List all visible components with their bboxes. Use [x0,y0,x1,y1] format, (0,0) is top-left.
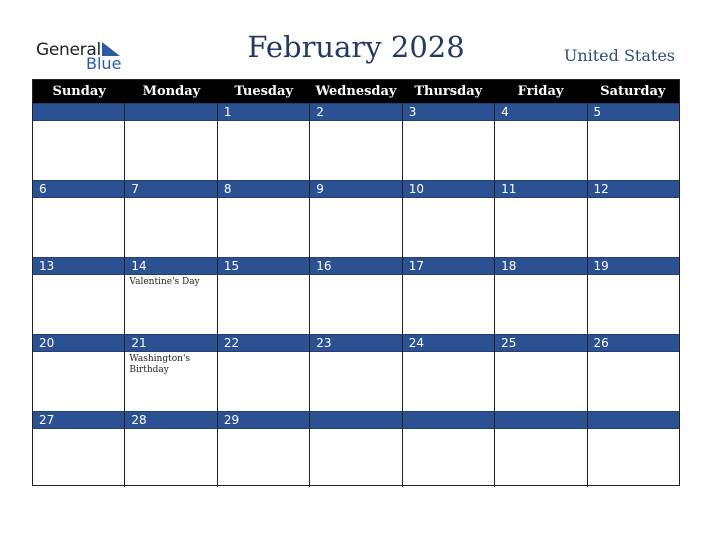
day-event: Valentine's Day [129,277,200,287]
day-event [310,429,401,487]
day-number: 3 [403,103,494,121]
day-number: 16 [310,257,401,275]
day-event [33,352,124,411]
day-number: 10 [403,180,494,198]
day-event [403,352,494,411]
weekday-header-monday: Monday [142,84,201,99]
day-cell[interactable] [495,180,587,257]
day-number: 25 [495,334,586,352]
day-number [310,411,401,429]
day-event [218,429,309,487]
day-cell[interactable] [588,103,679,180]
day-cell[interactable] [33,103,125,180]
day-event [495,275,586,334]
day-event [495,121,586,180]
week-row [33,411,679,487]
weekday-header-wednesday: Wednesday [315,84,397,99]
day-number: 21 [125,334,216,352]
day-cell[interactable] [495,257,587,334]
day-cell[interactable] [310,411,402,487]
day-number: 1 [218,103,309,121]
day-event [403,198,494,257]
day-number: 6 [33,180,124,198]
weekday-header-friday: Friday [517,84,564,99]
day-event [310,352,401,411]
day-cell[interactable] [310,257,402,334]
day-number: 17 [403,257,494,275]
weekday-header-thursday: Thursday [414,84,483,99]
day-number: 26 [588,334,679,352]
day-cell[interactable] [218,180,310,257]
page-title: February 2028 [247,30,465,64]
day-cell[interactable] [588,411,679,487]
day-cell[interactable] [310,334,402,411]
day-cell[interactable] [403,257,495,334]
day-number: 18 [495,257,586,275]
country-label: United States [563,46,675,65]
week-row [33,334,679,411]
day-cell[interactable] [495,334,587,411]
day-event [403,429,494,487]
day-event [310,121,401,180]
day-cell[interactable] [33,334,125,411]
day-number: 8 [218,180,309,198]
day-event [588,275,679,334]
day-event [495,352,586,411]
week-row [33,180,679,257]
day-event: Washington's Birthday [129,354,191,375]
day-number [125,103,216,121]
day-number [588,411,679,429]
day-cell[interactable] [33,411,125,487]
calendar-grid [32,79,680,486]
weekday-header-saturday: Saturday [600,84,666,99]
day-cell[interactable] [588,180,679,257]
day-event [125,429,216,487]
day-event [588,121,679,180]
day-cell[interactable] [125,180,217,257]
day-event [218,352,309,411]
day-cell[interactable] [125,103,217,180]
weekday-header-tuesday: Tuesday [234,84,293,99]
day-number: 23 [310,334,401,352]
day-cell[interactable] [310,103,402,180]
day-number: 4 [495,103,586,121]
day-event [310,198,401,257]
weekday-header-row [33,80,679,103]
day-cell[interactable] [218,411,310,487]
day-cell[interactable] [310,180,402,257]
week-row [33,257,679,334]
day-cell[interactable] [403,411,495,487]
day-cell[interactable] [588,334,679,411]
day-number: 14 [125,257,216,275]
day-number: 7 [125,180,216,198]
day-number: 13 [33,257,124,275]
day-number: 20 [33,334,124,352]
day-event [403,121,494,180]
week-row [33,103,679,180]
day-event [495,429,586,487]
day-number: 2 [310,103,401,121]
calendar-weeks [33,103,679,487]
day-number: 12 [588,180,679,198]
day-number [403,411,494,429]
day-cell[interactable] [218,257,310,334]
day-cell[interactable] [125,334,217,411]
day-number: 28 [125,411,216,429]
day-cell[interactable] [495,411,587,487]
day-cell[interactable] [588,257,679,334]
day-number: 9 [310,180,401,198]
day-event [218,275,309,334]
day-cell[interactable] [33,180,125,257]
day-event [33,121,124,180]
day-number: 19 [588,257,679,275]
day-cell[interactable] [403,103,495,180]
day-number: 15 [218,257,309,275]
day-event [33,198,124,257]
day-event [588,429,679,487]
day-cell[interactable] [125,411,217,487]
day-cell[interactable] [403,180,495,257]
day-event [125,121,216,180]
day-event [218,121,309,180]
day-number: 24 [403,334,494,352]
day-cell[interactable] [125,257,217,334]
day-event [588,198,679,257]
day-cell[interactable] [403,334,495,411]
day-event [588,352,679,411]
day-cell[interactable] [33,257,125,334]
logo-text-general: General [36,40,101,60]
day-event [495,198,586,257]
day-number: 27 [33,411,124,429]
day-number: 5 [588,103,679,121]
day-event [218,198,309,257]
logo-text-blue: Blue [86,54,122,73]
day-cell[interactable] [495,103,587,180]
day-number [495,411,586,429]
day-event [33,275,124,334]
day-cell[interactable] [218,334,310,411]
day-event [403,275,494,334]
day-event [125,198,216,257]
day-cell[interactable] [218,103,310,180]
day-number [33,103,124,121]
day-number: 22 [218,334,309,352]
day-number: 29 [218,411,309,429]
day-event [33,429,124,487]
weekday-header-sunday: Sunday [52,84,106,99]
day-event [310,275,401,334]
day-number: 11 [495,180,586,198]
